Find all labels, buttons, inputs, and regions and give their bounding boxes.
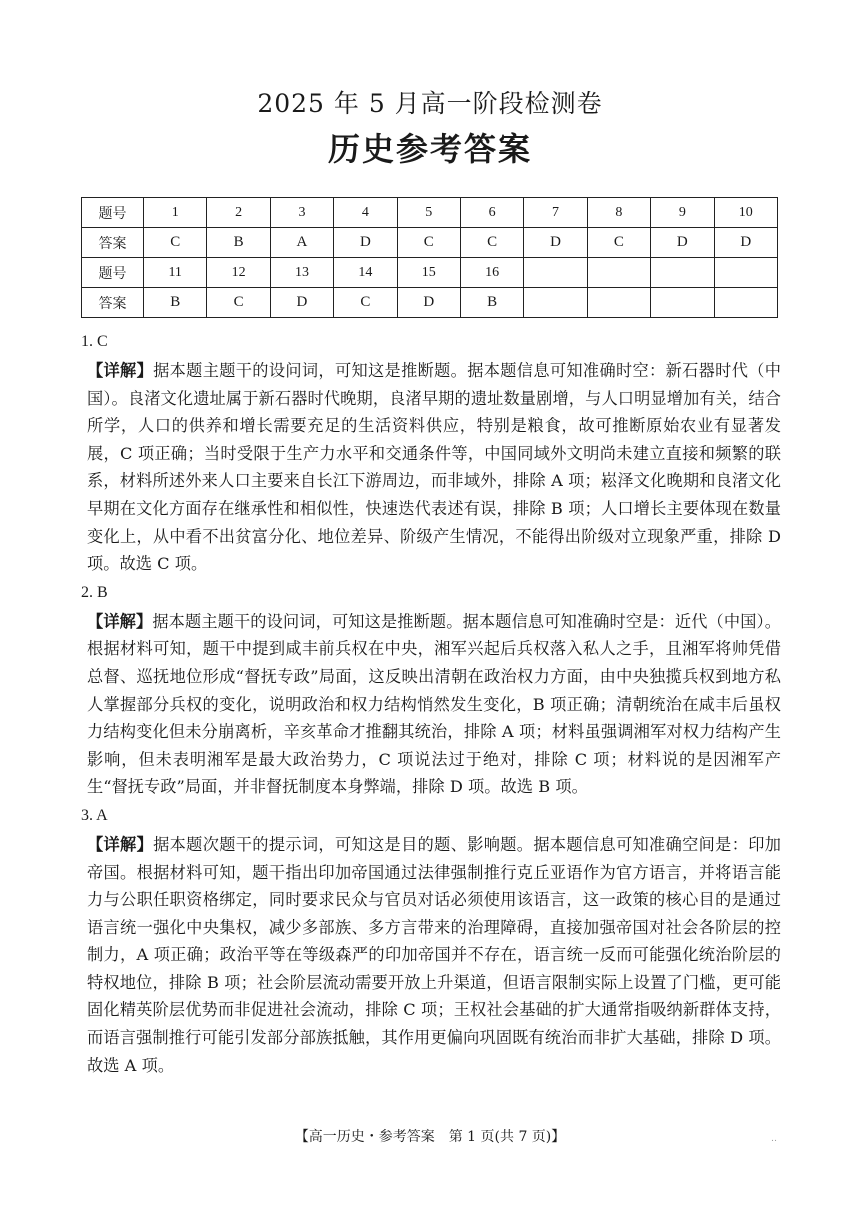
detail-tag: 【详解】 <box>87 834 154 854</box>
question-number: 2. B <box>81 583 108 601</box>
table-row <box>82 288 778 318</box>
row-label: 答案 <box>82 228 144 258</box>
row-label: 答案 <box>82 288 144 318</box>
table-cell: D <box>714 228 777 258</box>
table-row <box>82 228 778 258</box>
table-cell <box>524 258 587 288</box>
table-cell: D <box>524 228 587 258</box>
table-cell: 15 <box>397 258 460 288</box>
table-cell: 2 <box>207 198 270 228</box>
page-title: 历史参考答案 <box>327 130 532 168</box>
corner-mark: ‥ <box>771 1134 778 1144</box>
table-cell: C <box>334 288 397 318</box>
table-cell: 11 <box>144 258 207 288</box>
question-number: 3. A <box>81 806 108 824</box>
table-cell: C <box>587 228 650 258</box>
table-cell: C <box>397 228 460 258</box>
table-cell: D <box>334 228 397 258</box>
table-cell <box>587 258 650 288</box>
table-cell: C <box>207 288 270 318</box>
table-cell: 3 <box>270 198 333 228</box>
answer-table <box>81 197 778 318</box>
exam-title: 2025 年 5 月高一阶段检测卷 <box>257 89 603 118</box>
table-cell: B <box>144 288 207 318</box>
table-cell: 8 <box>587 198 650 228</box>
explanation-paragraph <box>81 608 781 801</box>
table-cell: 10 <box>714 198 777 228</box>
table-row <box>82 258 778 288</box>
table-cell <box>651 258 714 288</box>
explanation-text: 据本题主题干的设问词，可知这是推断题。据本题信息可知准确时空是：近代（中国）。根据材料可知，题干中提到咸丰前兵权在中央，湘军兴起后兵权落入私人之手，且湘军将帅凭借总督、巡抚地位形成“督抚专政”局面，这反映出清朝在政治权力方面，由中央独揽兵权到地方私人掌握部分兵权的变化，说明政治和权力结构悄然发生变化，B 项正确；清朝统治在咸丰后虽权力结构变化但未分崩离析，辛亥革命才推翻其统治，排除 A 项；材料虽强调湘军对权力结构产生影响，但未表明湘军是最大政治势力，C 项说法过于绝对，排除 C 项；材料说的是因湘军产生“督抚专政”局面，并非督抚制度本身弊端，排除 D 项。故选 B 项。 <box>87 611 781 797</box>
table-cell <box>714 288 777 318</box>
table-cell: C <box>144 228 207 258</box>
question-number: 1. C <box>81 333 108 350</box>
table-cell: C <box>460 228 523 258</box>
table-cell <box>587 288 650 318</box>
table-cell <box>651 288 714 318</box>
table-cell: D <box>651 228 714 258</box>
table-cell: D <box>397 288 460 318</box>
table-cell: 1 <box>144 198 207 228</box>
table-row <box>82 198 778 228</box>
detail-tag: 【详解】 <box>87 361 154 380</box>
table-cell: 9 <box>651 198 714 228</box>
table-cell: D <box>270 288 333 318</box>
row-label: 题号 <box>82 198 144 228</box>
table-cell: 13 <box>270 258 333 288</box>
table-cell: 5 <box>397 198 460 228</box>
table-cell <box>524 288 587 318</box>
table-cell <box>714 258 777 288</box>
explanation-text: 据本题主题干的设问词，可知这是推断题。据本题信息可知准确时空：新石器时代（中国）。良渚文化遗址属于新石器时代晚期，良渚早期的遗址数量剧增，与人口明显增加有关，结合所学，人口的供养和增长需要充足的生活资料供应，特别是粮食，故可推断原始农业有显著发展，C 项正确；当时受限于生产力水平和交通条件等，中国同域外文明尚未建立直接和频繁的联系，材料所述外来人口主要来自长江下游周边，而非域外，排除 A 项；崧泽文化晚期和良渚文化早期在文化方面存在继承性和相似性，快速迭代表述有误，排除 B 项；人口增长主要体现在数量变化上，从中看不出贫富分化、地位差异、阶级产生情况，不能得出阶级对立现象严重，排除 D 项。故选 C 项。 <box>87 361 781 574</box>
table-cell: 4 <box>334 198 397 228</box>
table-cell: B <box>460 288 523 318</box>
explanation-paragraph <box>81 357 781 578</box>
detail-tag: 【详解】 <box>87 611 153 631</box>
row-label: 题号 <box>82 258 144 288</box>
table-cell: 12 <box>207 258 270 288</box>
explanations <box>81 327 781 1079</box>
page-footer: 【高一历史・参考答案 第 1 页(共 7 页)】 <box>294 1129 566 1145</box>
table-cell: 7 <box>524 198 587 228</box>
table-cell: B <box>207 228 270 258</box>
table-cell: A <box>270 228 333 258</box>
explanation-text: 据本题次题干的提示词，可知这是目的题、影响题。据本题信息可知准确空间是：印加帝国。根据材料可知，题干指出印加帝国通过法律强制推行克丘亚语作为官方语言，并将语言能力与公职任职资格绑定，同时要求民众与官员对话必须使用该语言，这一政策的核心目的是通过语言统一强化中央集权，减少多部族、多方言带来的治理障碍，直接加强帝国对社会各阶层的控制力，A 项正确；政治平等在等级森严的印加帝国并不存在，语言统一反而可能强化统治阶层的特权地位，排除 B 项；社会阶层流动需要开放上升渠道，但语言限制实际上设置了门槛，更可能固化精英阶层优势而非促进社会流动，排除 C 项；王权社会基础的扩大通常指吸纳新群体支持，而语言强制推行可能引发部分部族抵触，其作用更偏向巩固既有统治而非扩大基础，排除 D 项。故选 A 项。 <box>87 834 781 1075</box>
explanation-paragraph <box>81 831 781 1079</box>
table-cell: 6 <box>460 198 523 228</box>
table-cell: 16 <box>460 258 523 288</box>
table-cell: 14 <box>334 258 397 288</box>
